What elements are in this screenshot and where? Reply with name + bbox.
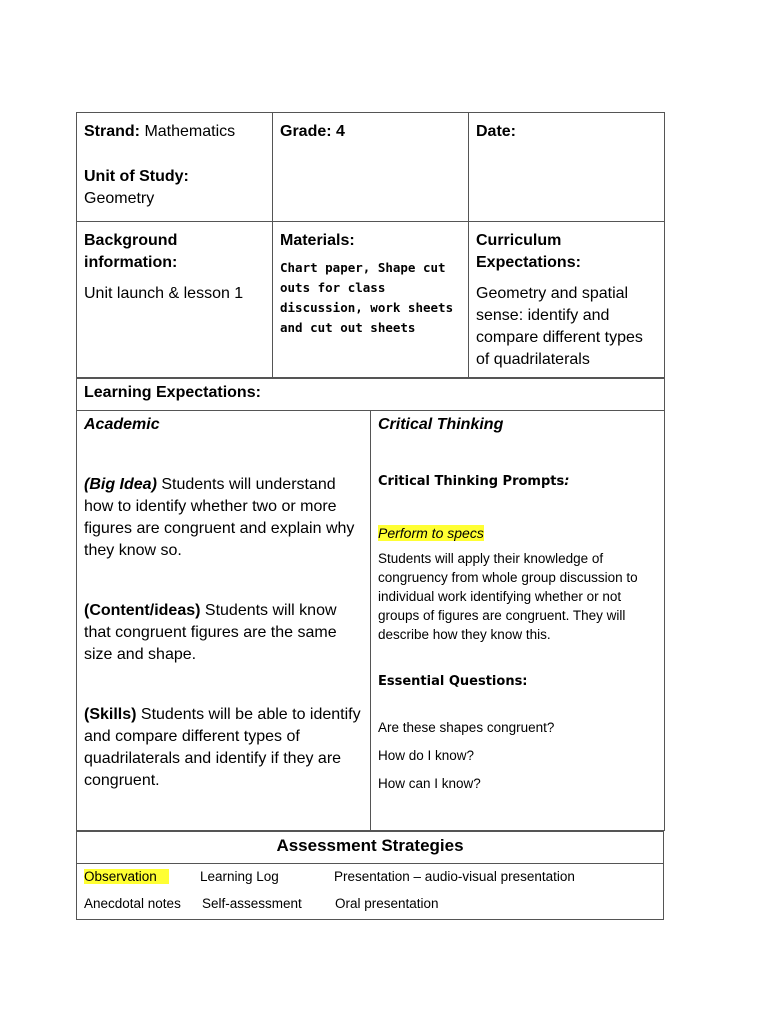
- prompts-colon: :: [564, 474, 570, 489]
- date-label: Date:: [476, 123, 517, 140]
- unit-label: Unit of Study:: [84, 168, 189, 185]
- perform-to-specs: Perform to specs: [378, 525, 484, 541]
- assessment-heading-cell: [77, 832, 664, 864]
- second-row: [77, 222, 665, 378]
- academic-cell: [77, 411, 371, 831]
- strand-value: Mathematics: [144, 123, 236, 140]
- assessment-option: Observation: [84, 869, 169, 884]
- critical-heading: Critical Thinking: [378, 416, 504, 433]
- grade-cell: [273, 113, 469, 222]
- apply-text: Students will apply their knowledge of congruency from whole group discussion to individual work identifying whether or not groups of figures are congruent. They will describe how they know this.: [378, 551, 638, 642]
- curriculum-value: Geometry and spatial sense: identify and compare different types of quadrilaterals: [476, 285, 643, 368]
- curriculum-label-2: Expectations:: [476, 254, 581, 271]
- lesson-plan: [76, 112, 664, 920]
- curriculum-cell: [469, 222, 665, 378]
- big-idea-label: (Big Idea): [84, 476, 157, 493]
- assessment-table: [76, 831, 664, 920]
- question-item: How can I know?: [378, 776, 481, 791]
- prompts-label: Critical Thinking Prompts: [378, 474, 565, 489]
- assessment-option: Self-assessment: [202, 896, 302, 911]
- materials-value: Chart paper, Shape cut outs for class discussion, work sheets and cut out sheets: [280, 260, 454, 335]
- strand-cell: [77, 113, 273, 222]
- content-label: (Content/ideas): [84, 602, 201, 619]
- background-value: Unit launch & lesson 1: [84, 285, 244, 302]
- content-text: Students will know that congruent figures are the same size and shape.: [84, 602, 337, 663]
- essential-label: Essential Questions:: [378, 674, 528, 689]
- grade-label: Grade: 4: [280, 123, 345, 140]
- question-item: Are these shapes congruent?: [378, 720, 555, 735]
- assessment-options-cell: [77, 864, 664, 920]
- curriculum-label-1: Curriculum: [476, 232, 562, 249]
- learning-table: [76, 378, 665, 831]
- date-cell: [469, 113, 665, 222]
- learning-heading: Learning Expectations:: [84, 384, 261, 401]
- assessment-option: Learning Log: [200, 869, 279, 884]
- academic-heading: Academic: [84, 416, 160, 433]
- learning-heading-cell: [77, 379, 665, 411]
- materials-cell: [273, 222, 469, 378]
- top-row: [77, 113, 665, 222]
- big-idea-paragraph: [84, 474, 363, 562]
- assessment-option: Oral presentation: [335, 896, 439, 911]
- strand-label: Strand:: [84, 123, 140, 140]
- content-paragraph: [84, 600, 363, 666]
- unit-value: Geometry: [84, 190, 155, 207]
- assessment-option: Anecdotal notes: [84, 896, 181, 911]
- background-cell: [77, 222, 273, 378]
- assessment-heading: Assessment Strategies: [276, 836, 464, 855]
- big-idea-text: Students will understand how to identify whether two or more figures are congruent and explain why they know so.: [84, 476, 355, 559]
- skills-paragraph: [84, 704, 363, 792]
- materials-label: Materials:: [280, 232, 355, 249]
- assessment-option: Presentation – audio-visual presentation: [334, 869, 575, 884]
- header-table: [76, 112, 665, 378]
- question-item: How do I know?: [378, 748, 475, 763]
- critical-cell: [371, 411, 665, 831]
- skills-label: (Skills): [84, 706, 137, 723]
- skills-text: Students will be able to identify and compare different types of quadrilaterals and identify if they are congruent.: [84, 706, 361, 789]
- background-label-1: Background: [84, 232, 178, 249]
- background-label-2: information:: [84, 254, 178, 271]
